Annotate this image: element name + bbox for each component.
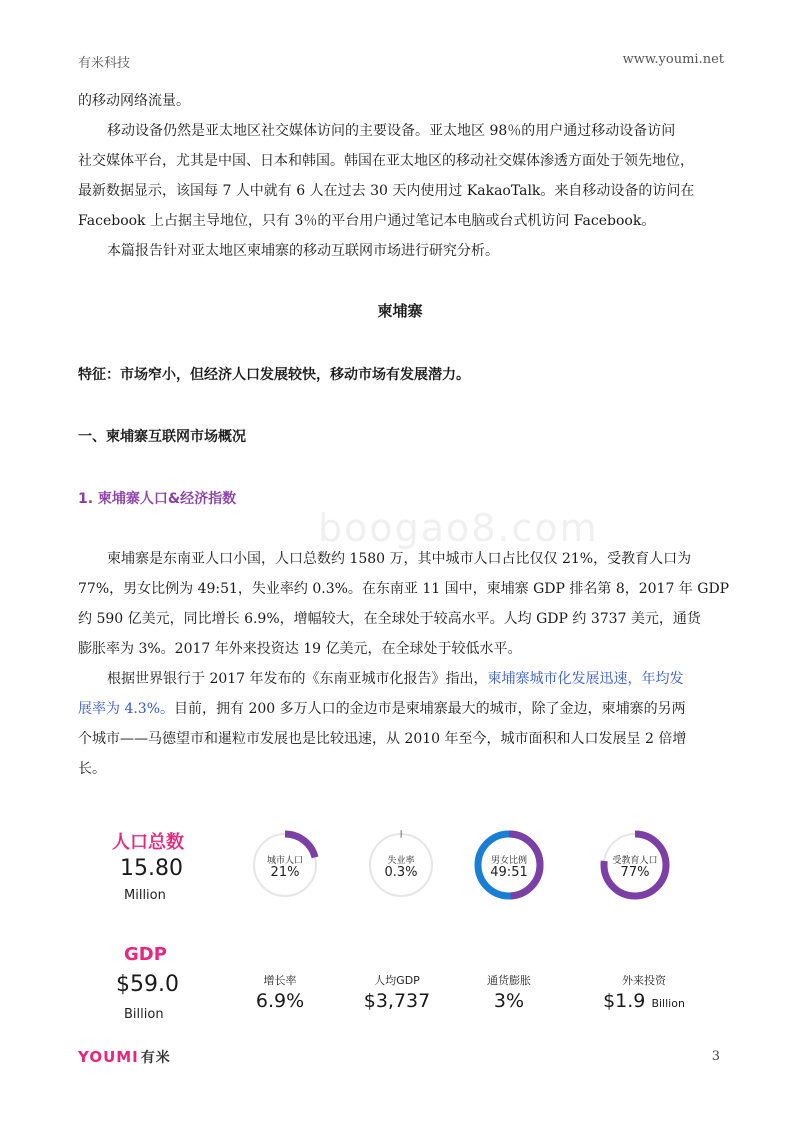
section-heading-1: 一、柬埔寨互联网市场概况	[78, 429, 246, 445]
text-line: 柬埔寨是东南亚人口小国，人口总数约 1580 万，其中城市人口占比仅仅 21%，受教育人口为	[107, 551, 692, 567]
ring-urban-population	[250, 830, 320, 900]
gdp-value: $59.0	[116, 972, 179, 997]
section-title: 柬埔寨	[377, 302, 423, 320]
paragraph-1	[78, 116, 724, 236]
population-label: 人口总数	[112, 832, 184, 853]
stat-gdp-per-capita	[352, 972, 442, 1012]
stat-foreign-investment	[594, 972, 694, 1012]
stat-value: 6.9%	[255, 990, 305, 1012]
footer-logo	[78, 1047, 171, 1067]
text-line: 最新数据显示，该国每 7 人中就有 6 人在过去 30 天内使用过 KakaoTalk。来自移动设备的访问在	[78, 183, 695, 199]
text-line: 的移动网络流量。	[78, 93, 190, 109]
ring-label: 男女比例	[490, 856, 527, 866]
text-line: 长。	[78, 761, 106, 777]
text-line: Facebook 上占据主导地位，只有 3％的平台用户通过笔记本电脑或台式机访问 Facebook。	[78, 213, 656, 229]
header-url: www.youmi.net	[622, 52, 724, 67]
infographic	[0, 820, 800, 1030]
text-line	[78, 664, 724, 694]
stat-label: 通货膨胀	[487, 974, 531, 987]
ring-value: 21%	[270, 865, 300, 880]
ring-education	[600, 830, 670, 900]
watermark: boogao8.com	[318, 506, 599, 550]
ring-value: 77%	[620, 865, 650, 880]
text-segment: 目前，拥有 200 多万人口的金边市是柬埔寨最大的城市，除了金边，柬埔寨的另两	[174, 701, 686, 717]
text-line: 移动设备仍然是亚太地区社交媒体访问的主要设备。亚太地区 98％的用户通过移动设备访问	[107, 123, 676, 139]
highlight-text: 展率为 4.3%。	[78, 701, 175, 717]
ring-label: 城市人口	[266, 856, 303, 866]
population-value: 15.80	[120, 856, 183, 881]
paragraph-0	[78, 86, 724, 116]
paragraph-2	[78, 236, 724, 266]
stat-value: 3%	[493, 990, 525, 1012]
logo-text-cn: 有米	[140, 1050, 171, 1066]
gdp-unit: Billion	[124, 1007, 164, 1022]
text-line: 本篇报告针对亚太地区柬埔寨的移动互联网市场进行研究分析。	[107, 243, 499, 259]
highlight-text: 柬埔寨城市化发展迅速，年均发	[487, 671, 684, 687]
ring-value: 0.3%	[384, 865, 418, 880]
header-company: 有米科技	[78, 56, 131, 71]
page-number: 3	[711, 1049, 720, 1064]
text-line: 膨胀率为 3%。2017 年外来投资达 19 亿美元，在全球处于较低水平。	[78, 641, 522, 657]
paragraph-4	[78, 664, 724, 784]
stat-value-number: $1.9	[603, 990, 646, 1012]
stat-inflation	[474, 972, 544, 1012]
ring-gender-ratio	[474, 830, 544, 900]
population-unit: Million	[124, 888, 166, 903]
ring-label: 失业率	[387, 856, 415, 866]
subsection-heading-1: 1. 柬埔寨人口&经济指数	[78, 491, 237, 507]
text-line: 77%，男女比例为 49:51，失业率约 0.3%。在东南亚 11 国中，柬埔寨 GDP 排名第 8，2017 年 GDP	[78, 581, 730, 597]
stat-value: $3,737	[363, 990, 431, 1012]
stat-label: 增长率	[263, 974, 297, 987]
stat-label: 外来投资	[622, 974, 666, 987]
ring-value: 49:51	[490, 865, 528, 880]
text-line	[78, 694, 724, 724]
text-line: 约 590 亿美元，同比增长 6.9%，增幅较大，在全球处于较高水平。人均 GDP 约 3737 美元，通货	[78, 611, 701, 627]
stat-label: 人均GDP	[374, 974, 420, 987]
feature-line: 特征：市场窄小，但经济人口发展较快，移动市场有发展潜力。	[78, 367, 470, 383]
paragraph-3	[78, 544, 730, 664]
gdp-label: GDP	[124, 944, 167, 965]
page-header	[78, 50, 724, 72]
logo-text: YOUMI	[78, 1048, 139, 1066]
stat-unit: Billion	[651, 997, 685, 1010]
ring-label: 受教育人口	[612, 856, 658, 866]
ring-unemployment	[366, 830, 436, 900]
stat-value	[594, 990, 694, 1012]
text-line: 个城市——马德望市和暹粒市发展也是比较迅速，从 2010 年至今，城市面积和人口发展呈 2 倍增	[78, 731, 687, 747]
text-segment: 根据世界银行于 2017 年发布的《东南亚城市化报告》指出，	[107, 671, 488, 687]
stat-growth-rate	[245, 972, 315, 1012]
text-line: 社交媒体平台，尤其是中国、日本和韩国。韩国在亚太地区的移动社交媒体渗透方面处于领先地位，	[78, 153, 694, 169]
